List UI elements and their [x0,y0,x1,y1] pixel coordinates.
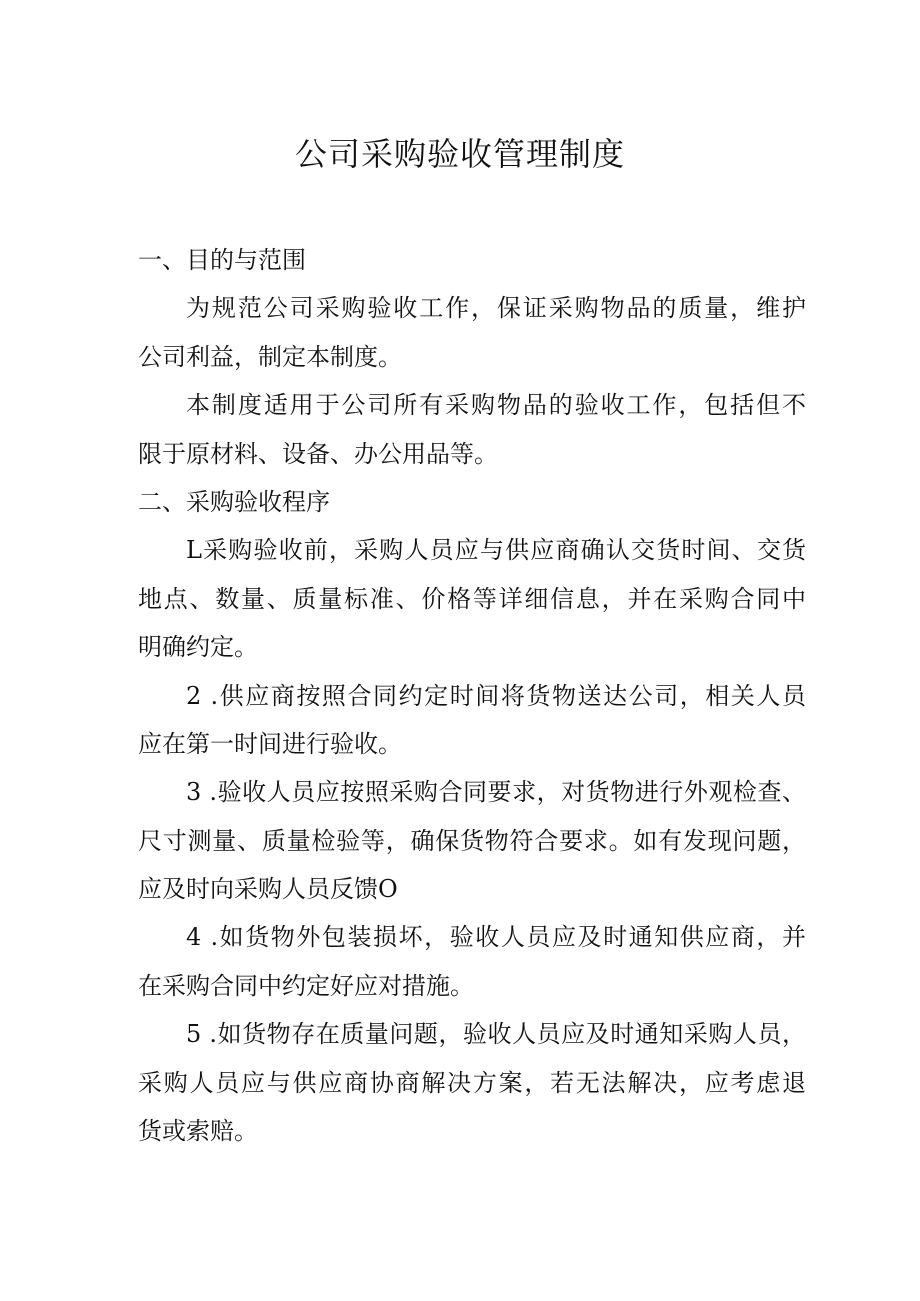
section-heading-procedure: 二、采购验收程序 [138,487,330,516]
list-item-line: 应在第一时间进行验收。 [138,729,402,758]
list-item-line: 明确约定。 [138,633,258,662]
list-item-line: 3 .验收人员应按照采购合同要求，对货物进行外观检查、 [186,778,806,807]
paragraph-line: 限于原材料、设备、办公用品等。 [138,439,498,468]
list-item-line: 地点、数量、质量标准、价格等详细信息，并在采购合同中 [138,584,806,613]
paragraph-line: 公司利益，制定本制度。 [138,342,402,371]
paragraph-line: 为规范公司采购验收工作，保证采购物品的质量，维护 [186,294,806,323]
list-item-line: 应及时向采购人员反馈O [138,875,398,904]
list-item-line: 2 .供应商按照合同约定时间将货物送达公司，相关人员 [186,681,806,710]
list-item-line: 尺寸测量、质量检验等，确保货物符合要求。如有发现问题， [138,826,806,855]
list-item-line: 货或索赔。 [138,1117,258,1146]
document-body [138,236,806,1155]
paragraph-line: 本制度适用于公司所有采购物品的验收工作，包括但不 [186,391,806,420]
list-item-line: 采购人员应与供应商协商解决方案，若无法解决，应考虑退 [138,1068,806,1097]
list-item-line: L采购验收前，采购人员应与供应商确认交货时间、交货 [186,536,806,565]
section-heading-purpose-scope: 一、目的与范围 [138,246,306,274]
list-item-line: 5 .如货物存在质量问题，验收人员应及时通知采购人员， [186,1020,806,1049]
list-item-line: 在采购合同中约定好应对措施。 [138,971,474,1000]
list-item-line: 4 .如货物外包装损坏，验收人员应及时通知供应商，并 [186,923,806,952]
document-title: 公司采购验收管理制度 [294,135,625,173]
